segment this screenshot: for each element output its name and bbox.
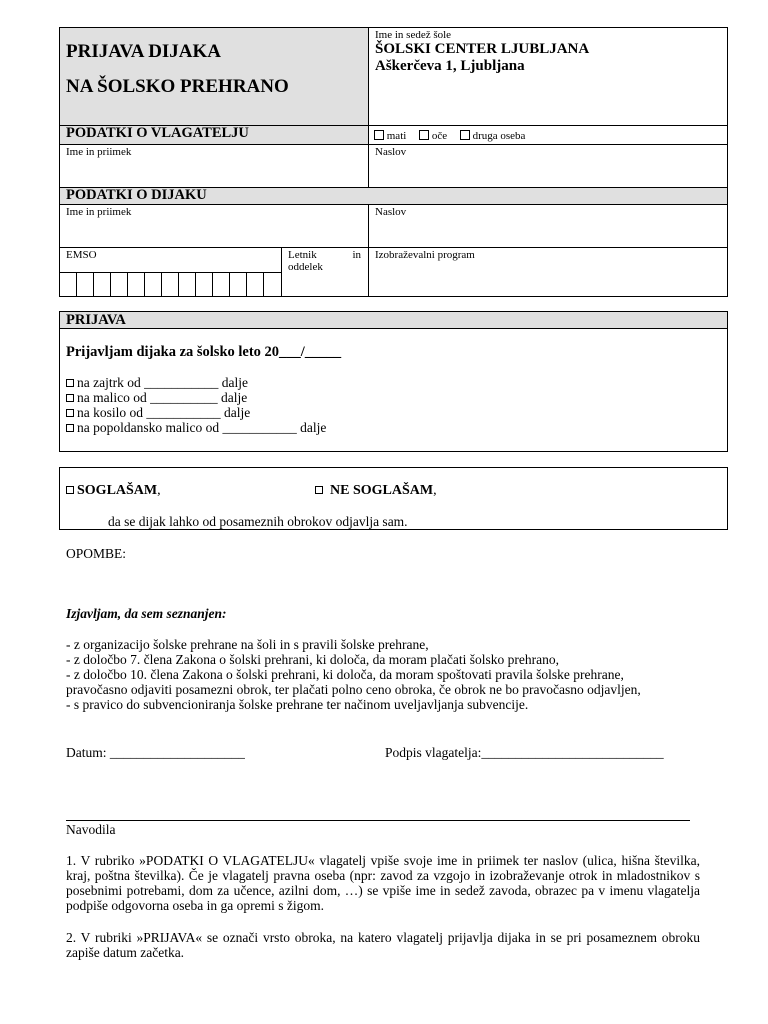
applicant-role-options: [374, 130, 525, 142]
application-header-bar: [60, 312, 727, 328]
checkbox-icon[interactable]: [419, 130, 429, 140]
emso-label: EMSO: [66, 249, 97, 261]
checkbox-icon[interactable]: [66, 424, 74, 432]
school-label: Ime in sedež šole: [375, 29, 452, 41]
checkbox-icon[interactable]: [374, 130, 384, 140]
declaration-line: - z določbo 7. člena Zakona o šolski prehrani, ki določa, da moram plačati šolsko prehrano,: [66, 652, 559, 667]
checkbox-icon[interactable]: [66, 486, 74, 494]
instructions-paragraph-1: 1. V rubriko »PODATKI O VLAGATELJU« vlagatelj vpiše svoje ime in priimek ter naslov (ulica, hišna številka, kraj, poštna številka). Če je vlagatelj pravna oseba (npr: zavod za vzgojo in izobraževanje otrok in mladostnikov s posebnimi potrebami, dom za učence, azilni dom, …) se vpiše ime in sedež zavoda, obrazec pa v imenu vlagatelja podpiše odgovorna oseba in ga opremi s žigom.: [66, 853, 700, 913]
school-name: ŠOLSKI CENTER LJUBLJANA: [375, 41, 590, 57]
instructions-title: Navodila: [66, 822, 116, 837]
school-address: Aškerčeva 1, Ljubljana: [375, 58, 525, 74]
meal-options: [66, 375, 326, 435]
checkbox-icon[interactable]: [66, 394, 74, 402]
declaration-line: pravočasno odjaviti posamezni obrok, ter plačati polno ceno obroka, če obrok ne bo pravočasno odjavljen,: [66, 682, 641, 697]
declaration-line: - z organizacijo šolske prehrane na šoli in s pravili šolske prehrane,: [66, 637, 429, 652]
form-title-line1: PRIJAVA DIJAKA: [66, 41, 222, 62]
program-field[interactable]: Izobraževalni program: [375, 249, 475, 261]
declaration-title: Izjavljam, da sem seznanjen:: [66, 606, 227, 621]
meal-snack[interactable]: na malico od __________ dalje: [66, 390, 326, 405]
application-section-title: PRIJAVA: [66, 312, 126, 328]
applicant-name-field[interactable]: Ime in priimek: [66, 146, 132, 158]
checkbox-icon[interactable]: [460, 130, 470, 140]
notes-label: OPOMBE:: [66, 546, 127, 561]
declaration-line: - z določbo 10. člena Zakona o šolski prehrani, ki določa, da moram spoštovati pravila šolske prehrane,: [66, 667, 624, 682]
form-title-line2: NA ŠOLSKO PREHRANO: [66, 76, 289, 97]
meal-breakfast[interactable]: na zajtrk od ___________ dalje: [66, 375, 326, 390]
application-intro: Prijavljam dijaka za šolsko leto 20___/_____: [66, 344, 342, 360]
signature-field[interactable]: Podpis vlagatelja:___________________________: [385, 745, 664, 760]
meal-lunch[interactable]: na kosilo od ___________ dalje: [66, 405, 326, 420]
instructions-paragraph-2: 2. V rubriki »PRIJAVA« se označi vrsto obroka, na katero vlagatelj prijavlja dijaka in se pri posameznem obroku zapiše datum začetka.: [66, 930, 700, 960]
checkbox-icon[interactable]: [66, 379, 74, 387]
option-other-person[interactable]: druga oseba: [460, 130, 526, 142]
declaration-list: [66, 637, 706, 712]
consent-agree-option[interactable]: SOGLAŠAM,: [66, 483, 161, 499]
student-section-title: PODATKI O DIJAKU: [66, 187, 207, 203]
option-mother[interactable]: mati: [374, 130, 406, 142]
student-address-field[interactable]: Naslov: [375, 206, 407, 218]
applicant-section-title: PODATKI O VLAGATELJU: [66, 125, 249, 141]
year-class-field[interactable]: Letnik in oddelek: [288, 249, 361, 273]
meal-afternoon-snack[interactable]: na popoldansko malico od ___________ dalje: [66, 420, 326, 435]
consent-text: da se dijak lahko od posameznih obrokov odjavlja sam.: [108, 514, 408, 529]
checkbox-icon[interactable]: [315, 486, 323, 494]
checkbox-icon[interactable]: [66, 409, 74, 417]
option-father[interactable]: oče: [419, 130, 447, 142]
student-name-field[interactable]: Ime in priimek: [66, 206, 132, 218]
date-field[interactable]: Datum: ____________________: [66, 745, 245, 760]
consent-disagree-option[interactable]: NE SOGLAŠAM,: [315, 483, 437, 499]
applicant-address-field[interactable]: Naslov: [375, 146, 407, 158]
separator-line: [66, 820, 690, 821]
declaration-line: - s pravico do subvencioniranja šolske prehrane ter načinom uveljavljanja subvencije.: [66, 697, 529, 712]
